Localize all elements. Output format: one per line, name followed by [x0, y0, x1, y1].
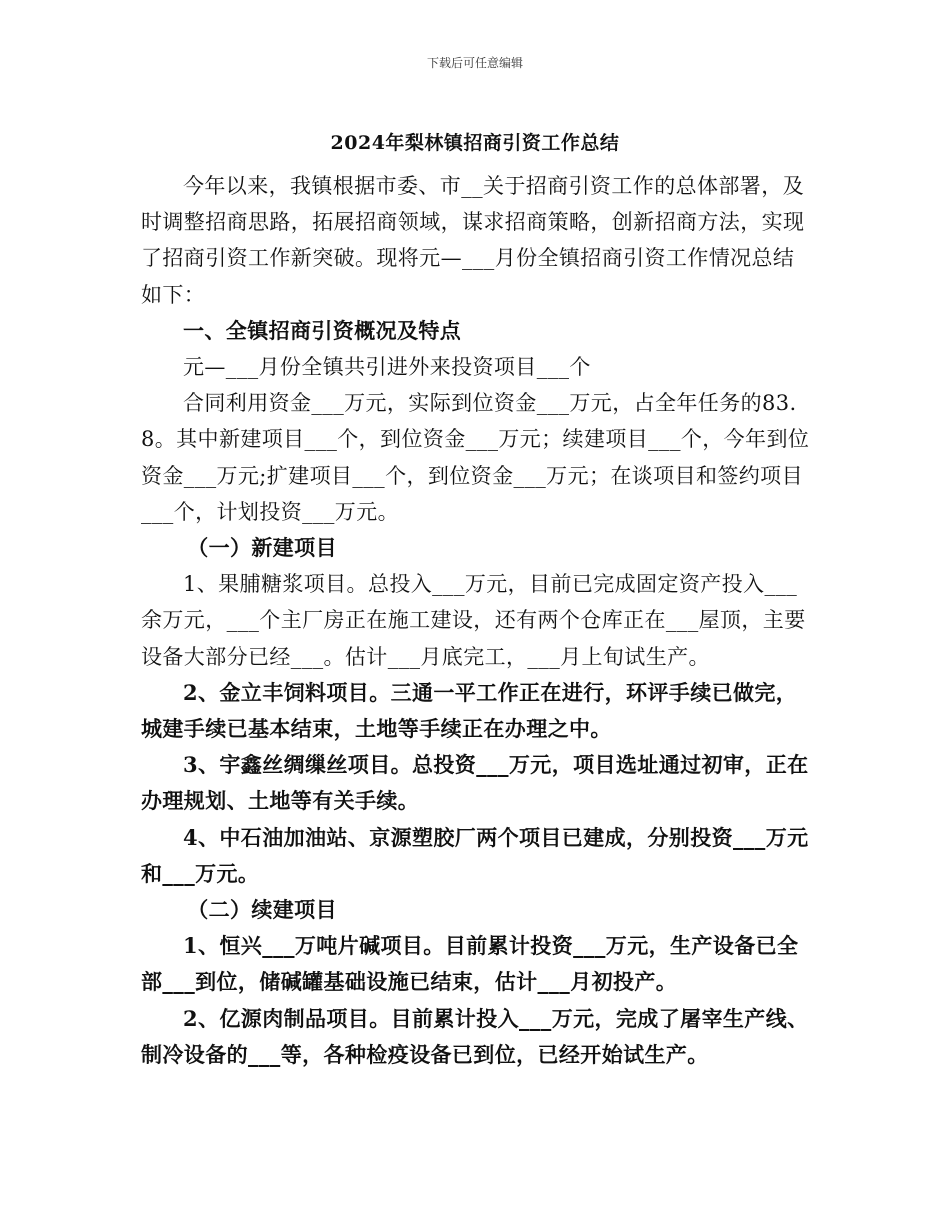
paragraph-project-count: 元—___月份全镇共引进外来投资项目___个 [183, 355, 591, 380]
subsection-heading-new: （一）新建项目 [187, 535, 337, 561]
item-continued-1: 1、恒兴___万吨片碱项目。目前累计投资___万元，生产设备已全部___到位，储碱罐基础设施已结束，估计___月初投产。 [141, 933, 799, 995]
document-title: 2024年梨林镇招商引资工作总结 [330, 132, 620, 154]
item-new-4: 4、中石油加油站、京源塑胶厂两个项目已建成，分别投资___万元和___万元。 [141, 824, 809, 886]
item-new-3: 3、宇鑫丝绸缫丝项目。总投资___万元，项目选址通过初审，正在办理规划、土地等有关手续。 [141, 752, 809, 814]
item-new-2: 2、金立丰饲料项目。三通一平工作正在进行，环评手续已做完，城建手续已基本结束，土地等手续正在办理之中。 [141, 679, 798, 742]
subsection-heading-continued: （二）续建项目 [187, 897, 337, 923]
intro-paragraph: 今年以来，我镇根据市委、市__关于招商引资工作的总体部署，及时调整招商思路，拓展招商领域，谋求招商策略，创新招商方法，实现了招商引资工作新突破。现将元—___月份全镇招商引资工作情况总结如下： [141, 174, 805, 307]
item-new-1: 1、果脯糖浆项目。总投入___万元，目前已完成固定资产投入___余万元，___个主厂房正在施工建设，还有两个仓库正在___屋顶，主要设备大部分已经___。估计___月底完工，___月上旬试生产。 [141, 572, 806, 669]
page-header: 下载后可任意编辑 [426, 56, 523, 70]
document-body [141, 168, 813, 1073]
paragraph-funding: 合同利用资金___万元，实际到位资金___万元，占全年任务的83.8。其中新建项目___个，到位资金___万元；续建项目___个，今年到位资金___万元;扩建项目___个，到位资金___万元；在谈项目和签约项目___个，计划投资___万元。 [141, 391, 810, 524]
item-continued-2: 2、亿源肉制品项目。目前累计投入___万元，完成了屠宰生产线、制冷设备的___等，各种检疫设备已到位，已经开始试生产。 [141, 1005, 809, 1067]
section-heading-overview: 一、全镇招商引资概况及特点 [183, 317, 462, 343]
